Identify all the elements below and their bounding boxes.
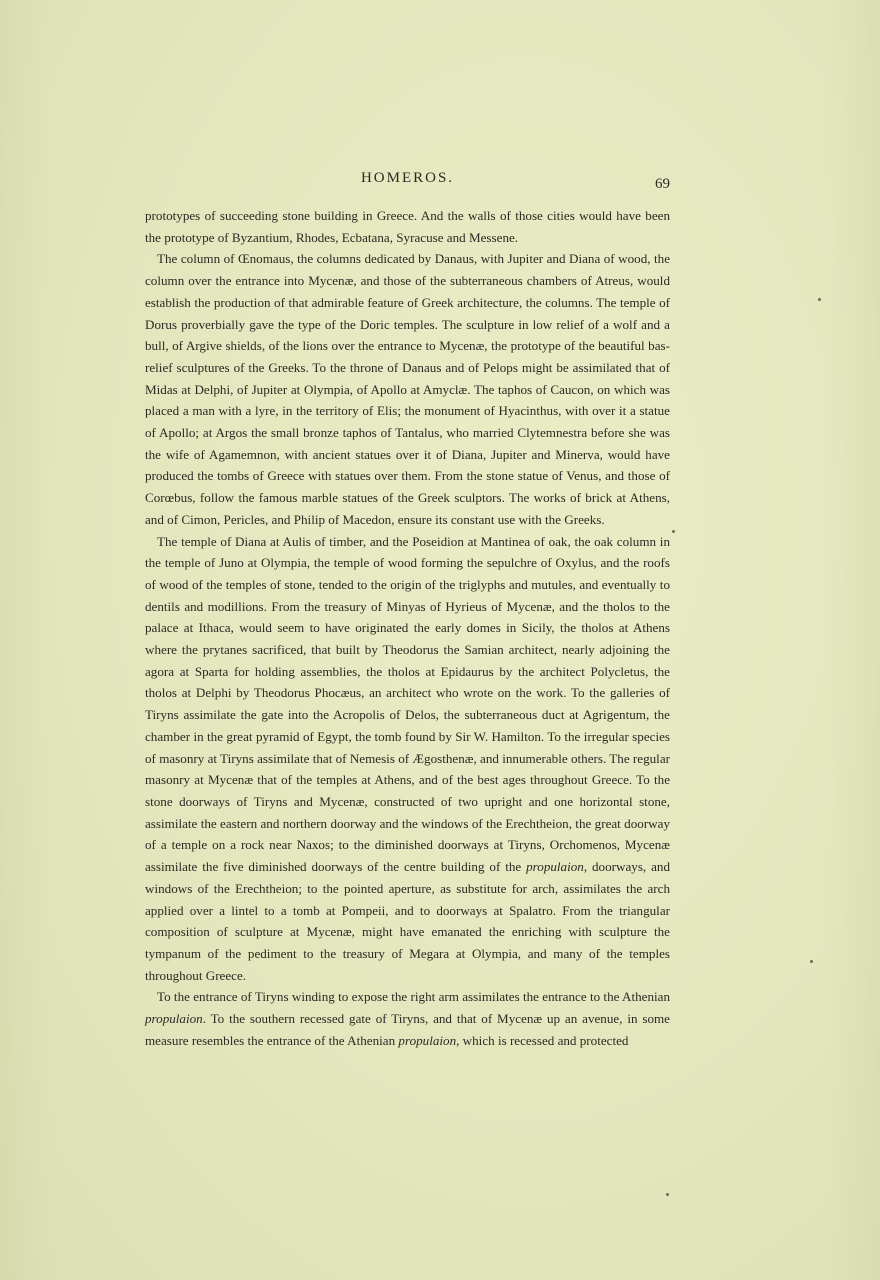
paragraph-3-text-cont: , doorways, and windows of the Erechtheion; to the pointed aperture, as substitute for arch, assimilates the arch applied over a lintel to a tomb at Pompeii, and to doorways at Spalatro. From the triangular composition of sculpture at Mycenæ, might have emanated the enriching with sculpture the tympanum of the pediment to the treasury of Megara at Olympia, and many of the temples throughout Greece. [145,859,670,983]
paragraph-4-text: To the entrance of Tiryns winding to expose the right arm assimilates the entrance to the Athenian [157,989,670,1005]
paper-speck [672,530,675,533]
italic-term: propulaion [526,859,584,875]
page-header [145,170,670,194]
paragraph-4-text-end: , which is recessed and protected [456,1032,629,1048]
paper-speck [666,1193,669,1196]
paragraph-3 [145,531,670,987]
paragraph-4-text-cont: . To the southern recessed gate of Tiryns, and that of Mycenæ up an avenue, in some measure resembles the entrance of the Athenian [145,1011,670,1048]
paragraph-3-text: The temple of Diana at Aulis of timber, and the Poseidion at Mantinea of oak, the oak column in the temple of Juno at Olympia, the temple of wood forming the sepulchre of Oxylus, and the roofs of wood of the temples of stone, tended to the origin of the triglyphs and mutules, and eventually to dentils and modillions. From the treasury of Minyas of Hyrieus of Mycenæ, and the tholos to the palace at Ithaca, would seem to have originated the early domes in Sicily, the tholos at Athens where the prytanes sacrificed, that built by Theodorus the Samian architect, nearly adjoining the agora at Sparta for holding assemblies, the tholos at Epidaurus by the architect Polycletus, the tholos at Delphi by Theodorus Phocæus, an architect who wrote on the work. To the galleries of Tiryns assimilate the gate into the Acropolis of Delos, the subterraneous duct at Agrigentum, the chamber in the great pyramid of Egypt, the tomb found by Sir W. Hamilton. To the irregular species of masonry at Tiryns assimilate that of Nemesis of Ægosthenæ, and innumerable others. The regular masonry at Mycenæ that of the temples at Athens, and of the best ages throughout Greece. To the stone doorways of Tiryns and Mycenæ, constructed of two upright and one horizontal stone, assimilate the eastern and northern doorway and the windows of the Erechtheion, the great doorway of a temple on a rock near Naxos; to the diminished doorways at Tiryns, Orchomenos, Mycenæ assimilate the five diminished doorways of the centre building of the [145,533,670,875]
paragraph-1: prototypes of succeeding stone building in Greece. And the walls of those cities would have been the prototype of Byzantium, Rhodes, Ecbatana, Syracuse and Messene. [145,208,670,245]
running-title: HOMEROS. [360,170,455,186]
paper-speck [818,298,821,301]
italic-term: propulaion [145,1011,203,1027]
paragraph-4 [145,986,670,1051]
body-text [145,205,670,1051]
italic-term: propulaion [398,1032,457,1048]
paper-speck [810,960,813,963]
page-number: 69 [655,176,670,192]
paragraph-2: The column of Œnomaus, the columns dedicated by Danaus, with Jupiter and Diana of wood, the column over the entrance into Mycenæ, and those of the subterraneous chambers of Atreus, would establish the production of that admirable feature of Greek architecture, the columns. The temple of Dorus proverbially gave the type of the Doric temples. The sculpture in low relief of a wolf and a bull, of Argive shields, of the lions over the entrance to Mycenæ, the prototype of the beautiful bas-relief sculptures of the Greeks. To the throne of Danaus and of Pelops might be assimilated that of Midas at Delphi, of Jupiter at Olympia, of Apollo at Amyclæ. The taphos of Caucon, on which was placed a man with a lyre, in the territory of Elis; the monument of Hyacinthus, with over it a statue of Apollo; at Argos the small bronze taphos of Tantalus, who married Clytemnestra before she was the wife of Agamemnon, with ancient statues over it of Diana, Jupiter and Minerva, would have produced the tombs of Greece with statues over them. From the stone statue of Venus, and those of Corœbus, follow the famous marble statues of the Greek sculptors. The works of brick at Athens, and of Cimon, Pericles, and Philip of Macedon, ensure its constant use with the Greeks. [145,251,670,527]
